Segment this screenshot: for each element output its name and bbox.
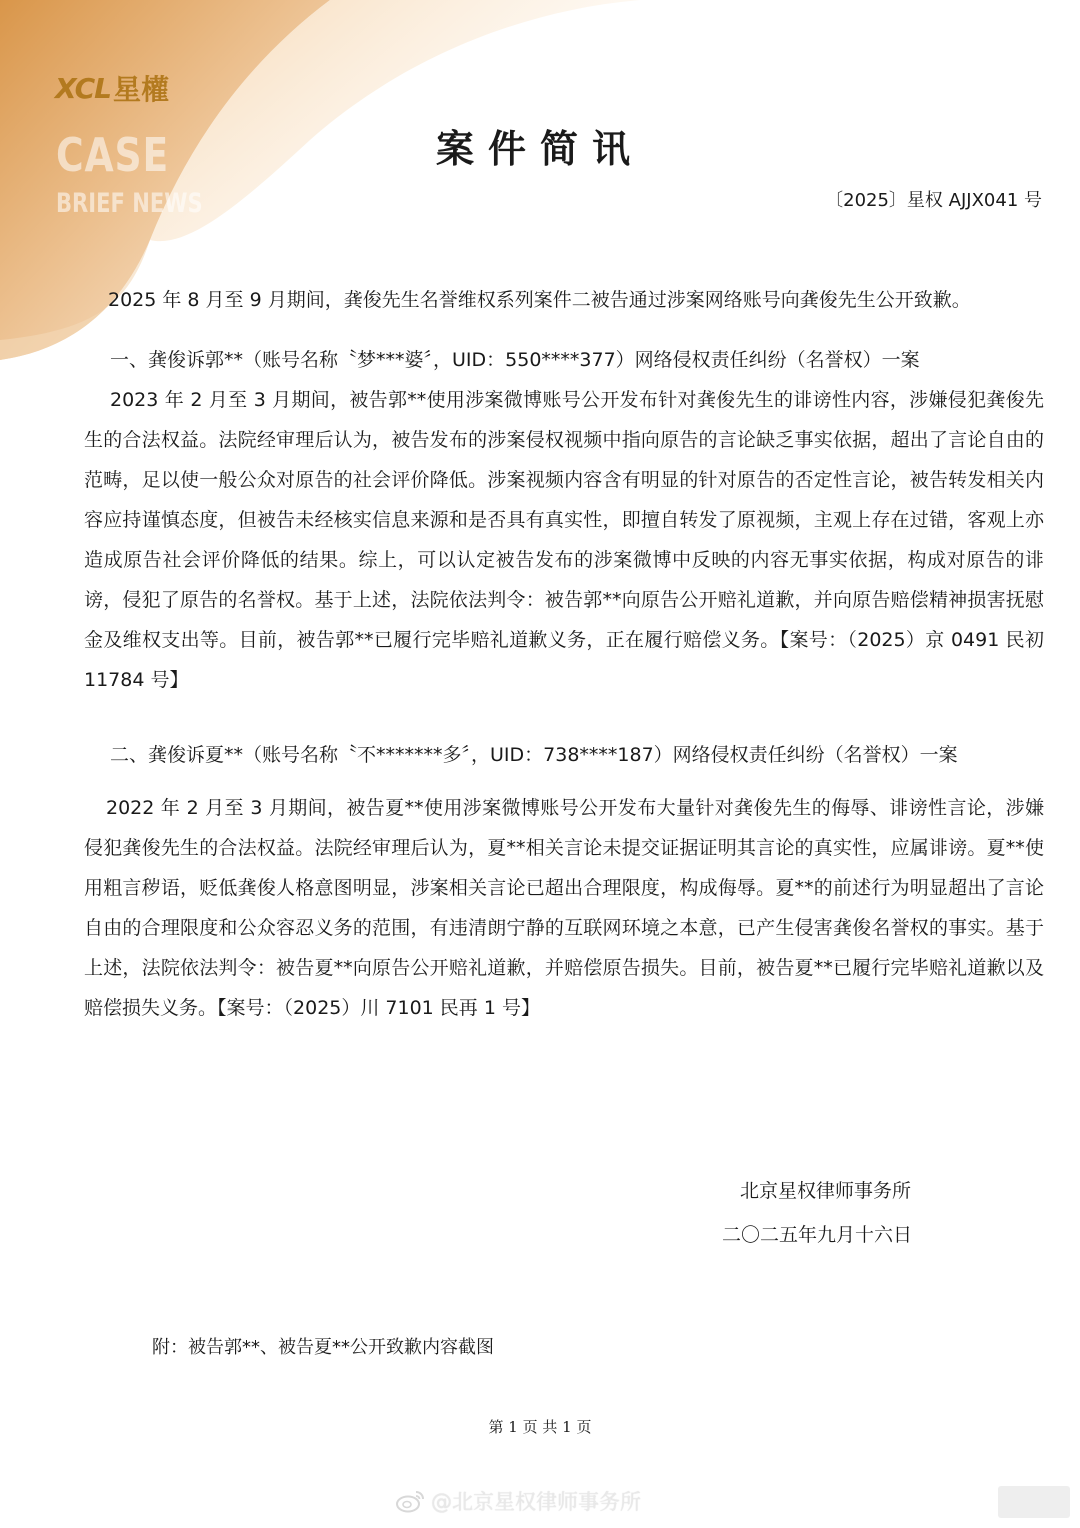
watermark-brief-news: BRIEF NEWS xyxy=(56,188,203,219)
weibo-watermark-text: @北京星权律师事务所 xyxy=(431,1490,641,1514)
weibo-watermark xyxy=(395,1486,641,1516)
weibo-icon xyxy=(395,1489,425,1513)
case1-body-text: 2023 年 2 月至 3 月期间，被告郭**使用涉案微博账号公开发布针对龚俊先生的诽谤性内容，涉嫌侵犯龚俊先生的合法权益。法院经审理后认为，被告发布的涉案侵权视频中指向原告的言论缺乏事实依据，超出了言论自由的范畴，足以使一般公众对原告的社会评价降低。涉案视频内容含有明显的针对原告的否定性言论，被告转发相关内容应持谨慎态度，但被告未经核实信息来源和是否具有真实性，即擅自转发了原视频，主观上存在过错，客观上亦造成原告社会评价降低的结果。综上，可以认定被告发布的涉案微博中反映的内容无事实依据，构成对原告的诽谤，侵犯了原告的名誉权。基于上述，法院依法判令：被告郭**向原告公开赔礼道歉，并向原告赔偿精神损害抚慰金及维权支出等。目前，被告郭**已履行完毕赔礼道歉义务，正在履行赔偿义务。 xyxy=(84,389,1044,651)
page-number: 第 1 页 共 1 页 xyxy=(488,1418,592,1436)
page-title: 案件简讯 xyxy=(435,127,644,171)
signature-date: 二〇二五年九月十六日 xyxy=(722,1224,913,1246)
intro-paragraph: 2025 年 8 月至 9 月期间，龚俊先生名誉维权系列案件二被告通过涉案网络账号向龚俊先生公开致歉。 xyxy=(108,289,971,311)
case2-heading: 二、龚俊诉夏**（账号名称〝不*******多〞，UID：738****187）网络侵权责任纠纷（名誉权）一案 xyxy=(110,744,958,766)
watermark-case: CASE xyxy=(56,128,170,182)
case2-case-number: 【案号：（2025）川 7101 民再 1 号】 xyxy=(217,997,540,1019)
logo-cjk: 星權 xyxy=(112,73,169,106)
signature-firm: 北京星权律师事务所 xyxy=(740,1180,912,1202)
case1-body xyxy=(84,380,1044,700)
case2-body xyxy=(84,788,1044,1028)
document-number: 〔2025〕星权 AJJX041 号 xyxy=(825,190,1042,211)
case1-heading: 一、龚俊诉郭**（账号名称〝梦***婆〞，UID：550****377）网络侵权责任纠纷（名誉权）一案 xyxy=(110,349,920,371)
logo-latin: XCL xyxy=(55,71,111,105)
blurred-region xyxy=(998,1486,1070,1518)
case1-case-number: 【案号：（2025）京 0491 民初 11784 号】 xyxy=(84,629,1044,691)
attachment-note: 附：被告郭**、被告夏**公开致歉内容截图 xyxy=(152,1337,494,1358)
case2-body-text: 2022 年 2 月至 3 月期间，被告夏**使用涉案微博账号公开发布大量针对龚俊先生的侮辱、诽谤性言论，涉嫌侵犯龚俊先生的合法权益。法院经审理后认为，夏**相关言论未提交证据证明其言论的真实性，应属诽谤。夏**使用粗言秽语，贬低龚俊人格意图明显，涉案相关言论已超出合理限度，构成侮辱。夏**的前述行为明显超出了言论自由的合理限度和公众容忍义务的范围，有违清朗宁静的互联网环境之本意，已产生侵害龚俊名誉权的事实。基于上述，法院依法判令：被告夏**向原告公开赔礼道歉，并赔偿原告损失。目前，被告夏**已履行完毕赔礼道歉以及赔偿损失义务。 xyxy=(84,797,1044,1019)
